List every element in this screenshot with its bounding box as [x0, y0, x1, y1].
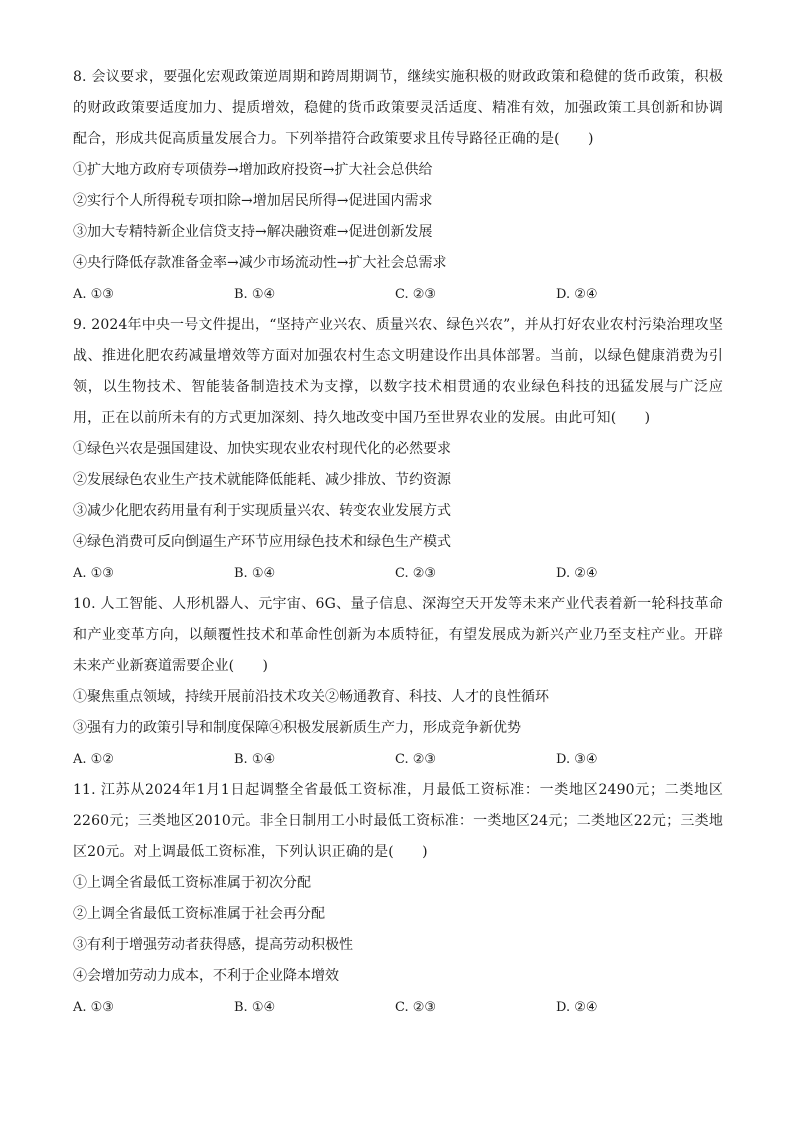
- option-statement: ①上调全省最低工资标准属于初次分配: [73, 875, 311, 891]
- answer-choices: [73, 558, 723, 589]
- question-stem: 8. 会议要求，要强化宏观政策逆周期和跨周期调节，继续实施积极的财政政策和稳健的货币政策，积极的财政政策要适度加力、提质增效，稳健的货币政策要灵活适度、精准有效，加强政策工具创新和协调配合，形成共促高质量发展合力。下列举措符合政策要求且传导路径正确的是( ): [73, 69, 723, 147]
- option-statement: ①聚焦重点领域，持续开展前沿技术攻关②畅通教育、科技、人才的良性循环: [73, 689, 549, 705]
- option-statement: ②上调全省最低工资标准属于社会再分配: [73, 906, 325, 922]
- choice-a: A. ①③: [73, 566, 114, 581]
- question-stem: 9. 2024年中央一号文件提出，“坚持产业兴农、质量兴农、绿色兴农”，并从打好农业农村污染治理攻坚战、推进化肥农药减量增效等方面对加强农村生态文明建设作出具体部署。当前，以绿色健康消费为引领，以生物技术、智能装备制造技术为支撑，以数字技术相贯通的农业绿色科技的迅猛发展与广泛应用，正在以前所未有的方式更加深刻、持久地改变中国乃至世界农业的发展。由此可知( ): [73, 317, 723, 426]
- option-statement: ④会增加劳动力成本，不利于企业降本增效: [73, 968, 339, 984]
- choice-d: D. ③④: [556, 752, 598, 767]
- option-statement: ④绿色消费可反向倒逼生产环节应用绿色技术和绿色生产模式: [73, 534, 451, 550]
- answer-choices: [73, 992, 723, 1023]
- choice-b: B. ①④: [234, 752, 276, 767]
- question-10: [73, 589, 723, 775]
- choice-a: A. ①②: [73, 752, 114, 767]
- choice-a: A. ①③: [73, 1000, 114, 1015]
- answer-choices: [73, 279, 723, 310]
- choice-c: C. ②③: [395, 1000, 437, 1015]
- option-statement: ①扩大地方政府专项债券→增加政府投资→扩大社会总供给: [73, 162, 433, 178]
- choice-c: C. ②③: [395, 566, 437, 581]
- choice-b: B. ①④: [234, 287, 276, 302]
- question-9: [73, 310, 723, 589]
- choice-d: D. ②④: [556, 287, 598, 302]
- option-statement: ②发展绿色农业生产技术就能降低能耗、减少排放、节约资源: [73, 472, 451, 488]
- choice-c: C. ②③: [395, 287, 437, 302]
- choice-b: B. ①④: [234, 1000, 276, 1015]
- choice-a: A. ①③: [73, 287, 114, 302]
- choice-c: C. ②③: [395, 752, 437, 767]
- question-stem: 11. 江苏从2024年1月1日起调整全省最低工资标准，月最低工资标准：一类地区2490元；二类地区2260元；三类地区2010元。非全日制用工小时最低工资标准：一类地区24元；二类地区22元；三类地区20元。对上调最低工资标准，下列认识正确的是( ): [73, 782, 723, 860]
- choice-b: B. ①④: [234, 566, 276, 581]
- exam-page: [73, 62, 723, 1023]
- choice-d: D. ②④: [556, 566, 598, 581]
- option-statement: ③加大专精特新企业信贷支持→解决融资难→促进创新发展: [73, 224, 433, 240]
- option-statement: ③有利于增强劳动者获得感，提高劳动积极性: [73, 937, 353, 953]
- question-11: [73, 775, 723, 1023]
- option-statement: ③强有力的政策引导和制度保障④积极发展新质生产力，形成竞争新优势: [73, 720, 521, 736]
- question-8: [73, 62, 723, 310]
- option-statement: ①绿色兴农是强国建设、加快实现农业农村现代化的必然要求: [73, 441, 451, 457]
- option-statement: ④央行降低存款准备金率→减少市场流动性→扩大社会总需求: [73, 255, 447, 271]
- option-statement: ②实行个人所得税专项扣除→增加居民所得→促进国内需求: [73, 193, 433, 209]
- question-stem: 10. 人工智能、人形机器人、元宇宙、6G、量子信息、深海空天开发等未来产业代表着新一轮科技革命和产业变革方向，以颠覆性技术和革命性创新为本质特征，有望发展成为新兴产业乃至支柱产业。开辟未来产业新赛道需要企业( ): [73, 596, 723, 674]
- answer-choices: [73, 744, 723, 775]
- choice-d: D. ②④: [556, 1000, 598, 1015]
- option-statement: ③减少化肥农药用量有利于实现质量兴农、转变农业发展方式: [73, 503, 451, 519]
